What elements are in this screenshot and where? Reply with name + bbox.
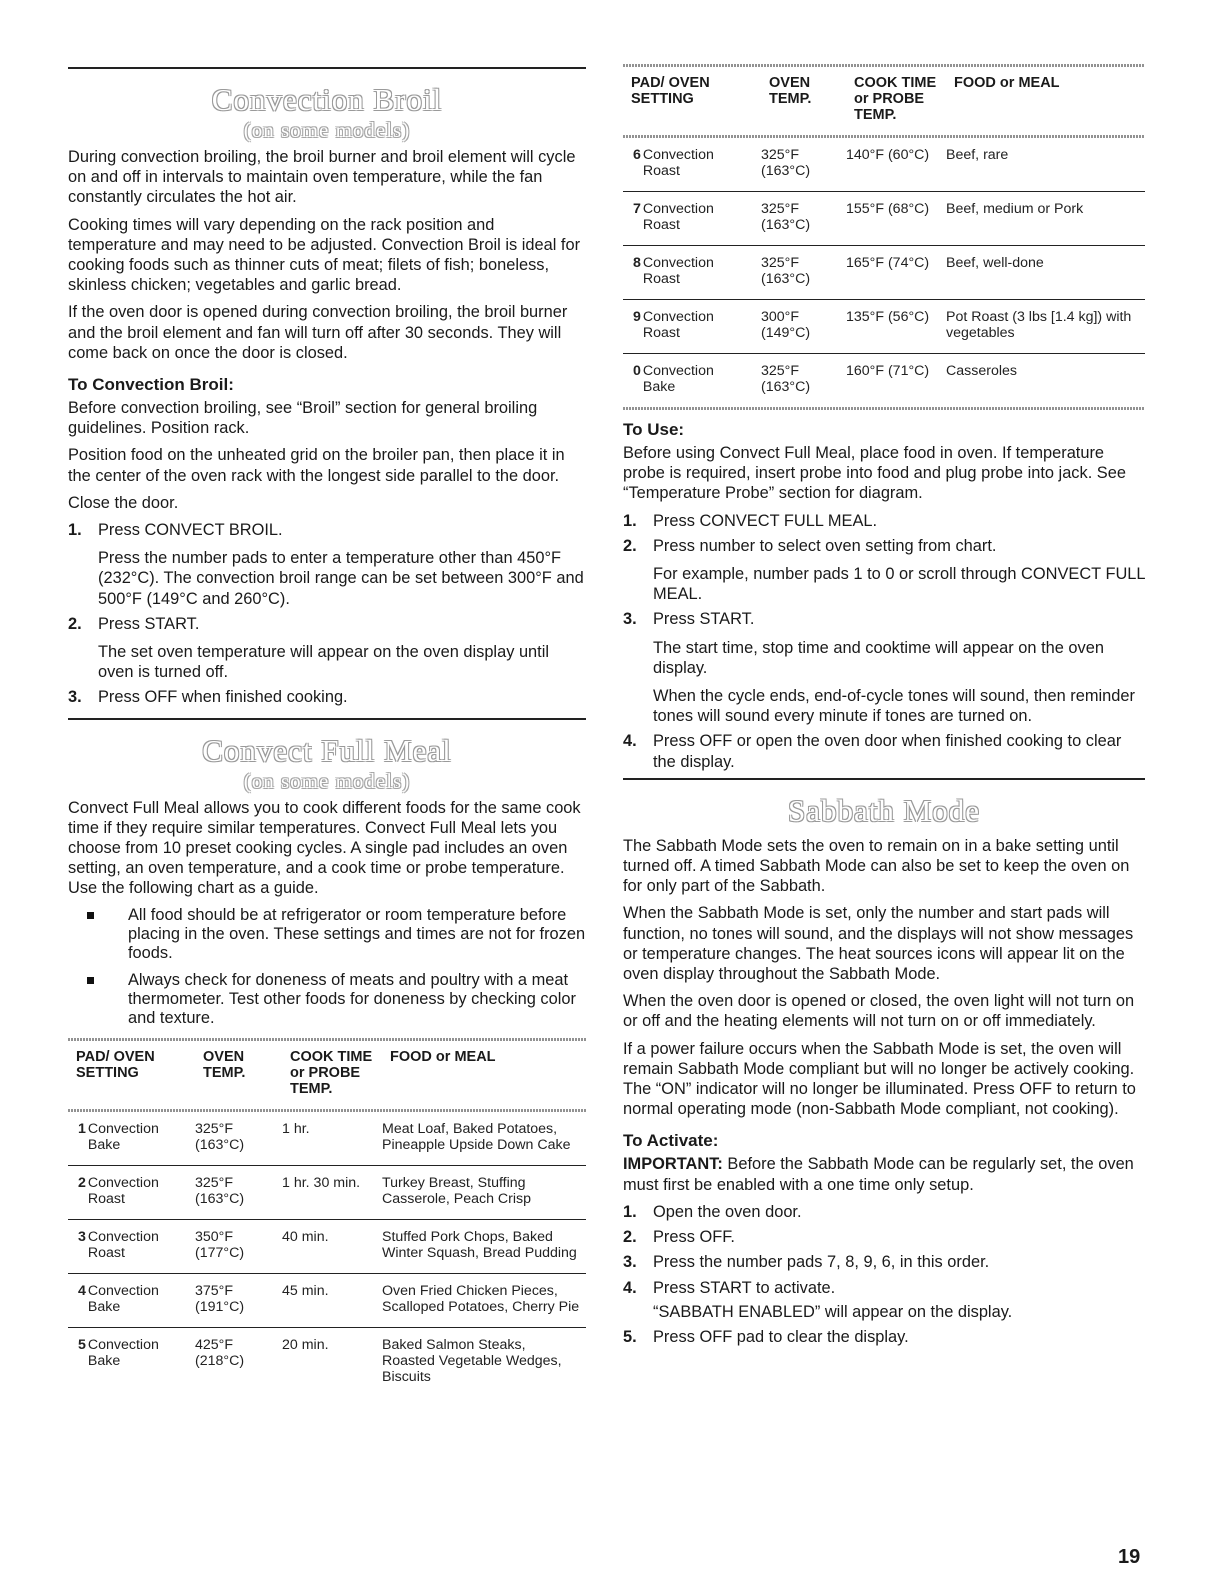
step-text: Open the oven door.	[653, 1202, 802, 1221]
table-row	[68, 1273, 586, 1327]
list-item	[623, 1227, 1145, 1247]
section-rule	[68, 718, 586, 720]
column-header: PAD/ OVEN SETTING	[76, 1048, 155, 1081]
cook-time-cell: 155°F (68°C)	[846, 192, 946, 246]
oven-temp-cell: 325°F (163°C)	[195, 1165, 282, 1219]
food-cell: Beef, rare	[946, 138, 1145, 192]
page-number: 19	[1118, 1546, 1141, 1568]
table-header-row	[623, 67, 1145, 135]
table-row	[68, 1327, 586, 1397]
step-text: Press the number pads 7, 8, 9, 6, in this order.	[653, 1253, 990, 1272]
food-cell: Beef, well-done	[946, 246, 1145, 300]
section-rule	[68, 67, 586, 69]
paragraph: Before convection broiling, see “Broil” section for general broiling guidelines. Position rack.	[68, 399, 538, 438]
oven-setting: Convection Bake	[87, 1336, 159, 1369]
table-top-rule	[68, 1038, 586, 1041]
cook-time-cell: 20 min.	[282, 1336, 329, 1353]
table-row	[623, 192, 1145, 246]
cook-time-cell: 40 min.	[282, 1219, 382, 1273]
list-item	[623, 1278, 1145, 1322]
oven-setting: Convection Bake	[642, 363, 714, 395]
step-number: 1.	[623, 1202, 637, 1221]
paragraph: Cooking times will vary depending on the rack position and temperature and may need to be adjusted. Convection Broil is ideal for cooking foods such as thinner cuts of meat; filets of fish; boneless, skinless chicken; vegetables and garlic bread.	[68, 215, 581, 295]
column-header: OVEN TEMP.	[203, 1048, 246, 1081]
step-number: 3.	[623, 610, 637, 629]
pad-number: 0	[633, 363, 641, 379]
cook-time-cell: 165°F (74°C)	[846, 246, 946, 300]
section-title: Convect Full Meal	[202, 732, 452, 768]
column-header: FOOD or MEAL	[954, 75, 1060, 91]
pad-setting-cell	[68, 1165, 195, 1219]
oven-temp-cell: 325°F (163°C)	[761, 246, 846, 300]
food-cell: Beef, medium or Pork	[946, 192, 1145, 246]
pad-setting-cell	[623, 354, 761, 408]
table-row	[623, 354, 1145, 408]
full-meal-table-left	[68, 1041, 586, 1397]
subsection-heading: To Activate:	[623, 1131, 719, 1151]
step-text: Press START to activate.	[653, 1278, 836, 1297]
pad-number: 3	[78, 1228, 86, 1245]
list-item	[68, 971, 586, 1028]
oven-temp-cell: 325°F (163°C)	[761, 138, 846, 192]
cook-time-cell: 45 min.	[282, 1273, 382, 1327]
cook-time-cell: 1 hr. 30 min.	[282, 1165, 382, 1219]
step-list	[623, 1202, 1145, 1347]
column-header: COOK TIME or PROBE TEMP.	[290, 1048, 373, 1097]
list-item	[623, 1252, 1145, 1272]
pad-number: 2	[78, 1174, 86, 1191]
step-detail: The start time, stop time and cooktime will appear on the oven display.	[653, 638, 1104, 677]
pad-number: 9	[633, 309, 641, 325]
bullet-square-icon	[87, 912, 94, 919]
list-item	[623, 1202, 1145, 1222]
table-row	[623, 300, 1145, 354]
step-detail: For example, number pads 1 to 0 or scroll through CONVECT FULL MEAL.	[653, 565, 1145, 604]
bullet-square-icon	[87, 977, 94, 984]
paragraph: Close the door.	[68, 493, 179, 512]
oven-temp-cell: 425°F (218°C)	[195, 1336, 245, 1369]
cook-time-cell: 140°F (60°C)	[846, 138, 946, 192]
paragraph: If a power failure occurs when the Sabbath Mode is set, the oven will remain Sabbath Mode compliant but will no longer be actively cooking. The “ON” indicator will no longer be illuminated. Press OFF to return to normal operating mode (non-Sabbath Mode compliant, not cooking).	[623, 1039, 1136, 1119]
oven-setting: Convection Roast	[642, 255, 714, 287]
oven-temp-cell: 350°F (177°C)	[195, 1219, 282, 1273]
column-header: COOK TIME or PROBE TEMP.	[854, 75, 937, 123]
food-cell: Casseroles	[946, 363, 1017, 379]
table-bottom-rule	[623, 407, 1145, 410]
column-header: FOOD or MEAL	[390, 1048, 496, 1065]
step-number: 4.	[623, 732, 637, 751]
list-item	[68, 614, 586, 683]
pad-number: 6	[633, 147, 641, 163]
bullet-text: Always check for doneness of meats and poultry with a meat thermometer. Test other foods for doneness by checking color and texture.	[128, 970, 576, 1027]
column-header: OVEN TEMP.	[769, 75, 812, 107]
step-text: Press CONVECT BROIL.	[98, 521, 283, 540]
step-number: 2.	[623, 536, 637, 555]
step-text: Press OFF when finished cooking.	[98, 688, 348, 707]
food-cell: Turkey Breast, Stuffing Casserole, Peach Crisp	[382, 1165, 586, 1219]
list-item	[623, 731, 1145, 771]
step-text: Press OFF pad to clear the display.	[653, 1327, 909, 1346]
pad-setting-cell	[68, 1219, 195, 1273]
pad-number: 4	[78, 1282, 86, 1299]
food-cell: Oven Fried Chicken Pieces, Scalloped Potatoes, Cherry Pie	[382, 1273, 586, 1327]
step-number: 2.	[623, 1228, 637, 1247]
cook-time-cell: 160°F (71°C)	[846, 363, 930, 379]
important-text: Before the Sabbath Mode can be regularly set, the oven must first be enabled with a one time only setup.	[623, 1155, 1134, 1194]
step-text: Press CONVECT FULL MEAL.	[653, 511, 878, 530]
table-row	[68, 1165, 586, 1219]
column-header: PAD/ OVEN SETTING	[631, 75, 710, 107]
section-title: Convection Broil	[211, 82, 443, 117]
pad-setting-cell	[68, 1273, 195, 1327]
step-detail: When the cycle ends, end-of-cycle tones will sound, then reminder tones will sound every minute if tones are turned on.	[653, 687, 1135, 726]
pad-setting-cell	[68, 1112, 195, 1166]
step-number: 5.	[623, 1327, 637, 1346]
pad-setting-cell	[623, 246, 761, 300]
pad-number: 1	[78, 1120, 86, 1137]
pad-number: 5	[78, 1336, 86, 1353]
table-header-rule	[68, 1109, 586, 1112]
important-label: IMPORTANT:	[623, 1155, 723, 1174]
step-number: 3.	[623, 1253, 637, 1272]
food-cell: Pot Roast (3 lbs [1.4 kg]) with vegetables	[946, 300, 1145, 354]
right-column	[623, 0, 1145, 1353]
step-number: 4.	[623, 1278, 637, 1297]
oven-setting: Convection Roast	[87, 1174, 159, 1207]
list-item	[623, 536, 1145, 605]
step-number: 3.	[68, 688, 82, 707]
paragraph: The Sabbath Mode sets the oven to remain on in a bake setting until turned off. A timed Sabbath Mode can also be set to keep the oven on for only part of the Sabbath.	[623, 836, 1130, 896]
step-detail: Press the number pads to enter a temperature other than 450°F (232°C). The convection broil range can be set between 300°F and 500°F (149°C and 260°C).	[98, 549, 584, 608]
table-row	[68, 1112, 586, 1166]
step-text: Press START.	[98, 614, 200, 633]
paragraph: Position food on the unheated grid on the broiler pan, then place it in the center of the oven rack with the longest side parallel to the door.	[68, 446, 565, 485]
step-text: Press OFF or open the oven door when finished cooking to clear the display.	[653, 732, 1122, 771]
oven-setting: Convection Bake	[87, 1282, 159, 1315]
oven-temp-cell: 375°F (191°C)	[195, 1273, 282, 1327]
pad-setting-cell	[623, 138, 761, 192]
oven-setting: Convection Bake	[87, 1120, 159, 1153]
paragraph: Before using Convect Full Meal, place food in oven. If temperature probe is required, insert probe into food and plug probe into jack. See “Temperature Probe” section for diagram.	[623, 444, 1126, 503]
paragraph: When the Sabbath Mode is set, only the number and start pads will function, no tones will sound, and the displays will not show messages or temperature changes. The heat sources icons will appear lit on the oven display throughout the Sabbath Mode.	[623, 904, 1134, 984]
table-header-rule	[623, 135, 1145, 138]
left-column	[68, 0, 586, 1397]
list-item	[68, 520, 586, 609]
oven-setting: Convection Roast	[642, 309, 714, 341]
list-item	[623, 511, 1145, 531]
step-text: Press number to select oven setting from chart.	[653, 536, 997, 555]
step-number: 2.	[68, 614, 82, 633]
pad-setting-cell	[68, 1327, 195, 1397]
list-item	[68, 906, 586, 963]
oven-setting: Convection Roast	[87, 1228, 159, 1261]
step-detail: “SABBATH ENABLED” will appear on the display.	[653, 1302, 1013, 1321]
oven-temp-cell: 300°F (149°C)	[761, 300, 846, 354]
oven-temp-cell: 325°F (163°C)	[195, 1112, 282, 1166]
paragraph: During convection broiling, the broil burner and broil element will cycle on and off in intervals to maintain oven temperature, while the fan constantly circulates the hot air.	[68, 148, 576, 207]
cook-time-cell: 1 hr.	[282, 1112, 382, 1166]
pad-number: 8	[633, 255, 641, 271]
important-note	[623, 1154, 1145, 1194]
list-item	[623, 609, 1145, 726]
table-row	[623, 246, 1145, 300]
bullet-list	[68, 906, 586, 1028]
list-item	[623, 1327, 1145, 1347]
step-text: Press START.	[653, 610, 755, 629]
paragraph: If the oven door is opened during convection broiling, the broil burner and the broil element and fan will turn off after 30 seconds. They will come back on once the door is closed.	[68, 303, 568, 362]
subsection-heading: To Convection Broil:	[68, 375, 234, 395]
step-number: 1.	[623, 511, 637, 530]
section-rule	[623, 778, 1145, 780]
oven-temp-cell: 325°F (163°C)	[761, 192, 846, 246]
pad-setting-cell	[623, 192, 761, 246]
table-header-row	[68, 1041, 586, 1109]
paragraph: When the oven door is opened or closed, the oven light will not turn on or off and the heating elements will not turn on or off immediately.	[623, 992, 1135, 1031]
paragraph: Convect Full Meal allows you to cook different foods for the same cook time if they require similar temperatures. Convect Full Meal lets you choose from 10 preset cooking cycles. A single pad includes an oven setting, an oven temperature, and a cook time or probe temperature. Use the following chart as a guide.	[68, 798, 581, 898]
oven-setting: Convection Roast	[642, 201, 714, 233]
table-top-rule	[623, 64, 1145, 67]
table-row	[623, 138, 1145, 192]
bullet-text: All food should be at refrigerator or room temperature before placing in the oven. These settings and times are not for frozen foods.	[128, 905, 586, 962]
section-subtitle: (on some models)	[243, 768, 411, 793]
pad-setting-cell	[623, 300, 761, 354]
food-cell: Meat Loaf, Baked Potatoes, Pineapple Upside Down Cake	[382, 1112, 586, 1166]
oven-setting: Convection Roast	[642, 147, 714, 179]
table-row	[68, 1219, 586, 1273]
section-title: Sabbath Mode	[788, 792, 980, 828]
list-item	[68, 687, 586, 707]
pad-number: 7	[633, 201, 641, 217]
section-subtitle: (on some models)	[243, 118, 411, 142]
food-cell: Baked Salmon Steaks, Roasted Vegetable Wedges, Biscuits	[382, 1336, 562, 1385]
step-detail: The set oven temperature will appear on the oven display until oven is turned off.	[98, 643, 550, 682]
oven-temp-cell: 325°F (163°C)	[761, 363, 811, 395]
step-list	[68, 520, 586, 708]
subsection-heading: To Use:	[623, 420, 685, 439]
step-text: Press OFF.	[653, 1228, 735, 1247]
full-meal-table-right	[623, 67, 1145, 407]
cook-time-cell: 135°F (56°C)	[846, 300, 946, 354]
food-cell: Stuffed Pork Chops, Baked Winter Squash, Bread Pudding	[382, 1219, 586, 1273]
step-list	[623, 511, 1145, 772]
step-number: 1.	[68, 521, 82, 540]
